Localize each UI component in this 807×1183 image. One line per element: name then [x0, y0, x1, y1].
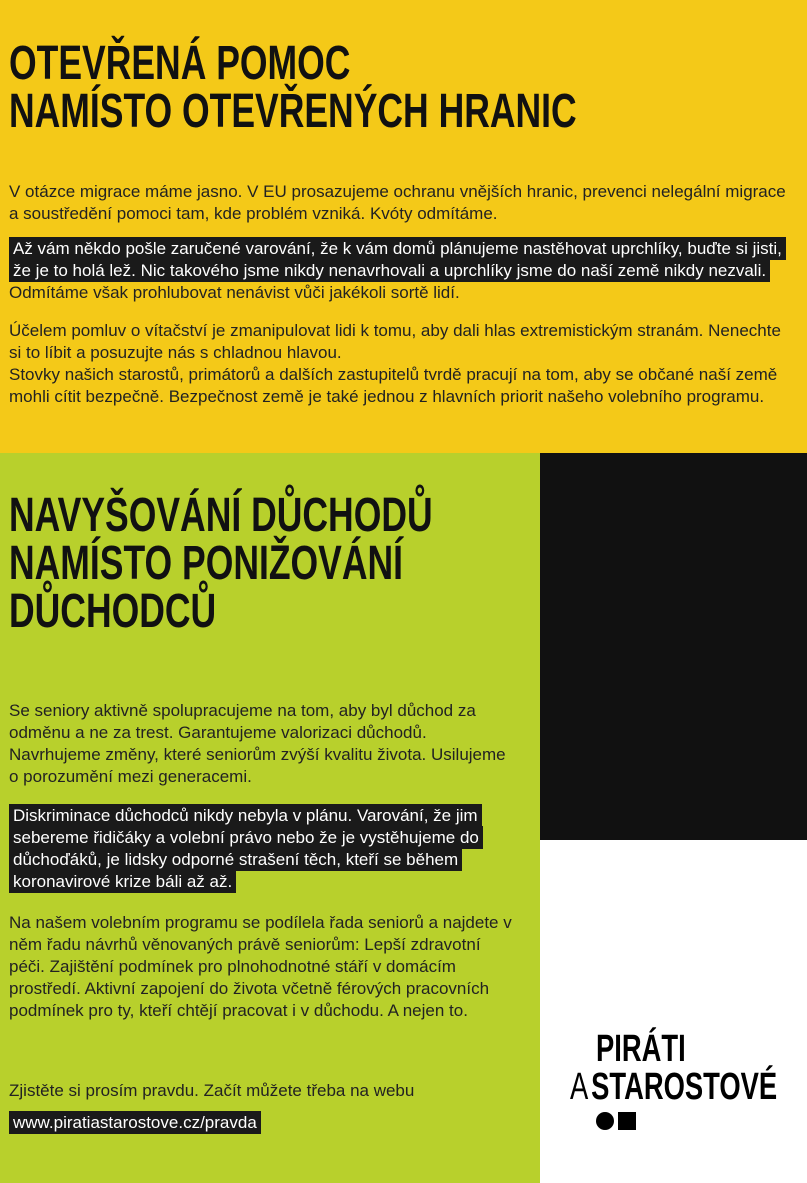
- migration-heading-line1: OTEVŘENÁ POMOC: [9, 37, 351, 90]
- pensions-paragraph-1: Se seniory aktivně spolupracujeme na tom, aby byl důchod za odměnu a ne za trest. Garantujeme valorizaci důchodů. Navrhujeme změny, které seniorům zvýší kvalitu života. Usilujeme o porozumění mezi generacemi.: [9, 701, 506, 786]
- migration-heading: [9, 37, 577, 138]
- migration-paragraph-2: [9, 238, 789, 304]
- logo-pirati: PIRÁTI: [596, 1028, 686, 1070]
- circle-icon: [596, 1112, 614, 1130]
- pensions-heading-line2: NAMÍSTO PONIŽOVÁNÍ: [9, 537, 404, 590]
- pensions-heading-line3: DŮCHODCŮ: [9, 585, 217, 638]
- migration-paragraph-1: V otázce migrace máme jasno. V EU prosazujeme ochranu vnějších hranic, prevenci nelegální migrace a soustředění pomoci tam, kde problém vzniká. Kvóty odmítáme.: [9, 182, 786, 223]
- pirati-starostove-logo: [570, 1030, 790, 1140]
- pravda-link[interactable]: [9, 1112, 261, 1134]
- pensions-paragraph-2: [9, 805, 519, 893]
- pensions-paragraph-3: Na našem volebním programu se podílela řada seniorů a najdete v něm řadu návrhů věnovaných právě seniorům: Lepší zdravotní péči. Zajištění podmínek pro plnohodnotné stáří v domácím prostředí. Aktivní zapojení do života včetně férových pracovních podmínek pro ty, kteří chtějí pracovat i v důchodu. A nejen to.: [9, 913, 512, 1020]
- dark-block: [540, 453, 807, 840]
- pensions-highlight: Diskriminace důchodců nikdy nebyla v plánu. Varování, že jim sebereme řidičáky a volební právo nebo že je vystěhujeme do důchoďáků, je lidsky odporné strašení těch, kteří se během koronavirové krize báli až až.: [9, 804, 483, 893]
- logo-a: A: [570, 1066, 589, 1108]
- pravda-link-text[interactable]: www.piratiastarostove.cz/pravda: [9, 1111, 261, 1134]
- migration-paragraph-2-rest: Odmítáme však prohlubovat nenávist vůči jakékoli sortě lidí.: [9, 283, 460, 302]
- pensions-paragraph-4: Zjistěte si prosím pravdu. Začít můžete třeba na webu: [9, 1081, 415, 1100]
- pensions-heading: [9, 489, 433, 638]
- migration-heading-line2: NAMÍSTO OTEVŘENÝCH HRANIC: [9, 85, 577, 138]
- logo-starostove-line: [570, 1068, 777, 1106]
- migration-paragraph-3: Účelem pomluv o vítačství je zmanipulovat lidi k tomu, aby dali hlas extremistickým stranám. Nenechte si to líbit a posuzujte nás s chladnou hlavou.: [9, 321, 781, 362]
- pensions-heading-line1: NAVYŠOVÁNÍ DŮCHODŮ: [9, 489, 433, 542]
- migration-paragraph-4: Stovky našich starostů, primátorů a dalších zastupitelů tvrdě pracují na tom, aby se občané naší země mohli cítit bezpečně. Bezpečnost země je také jednou z hlavních priorit našeho volebního programu.: [9, 365, 778, 406]
- migration-highlight: Až vám někdo pošle zaručené varování, že k vám domů plánujeme nastěhovat uprchlíky, buďte si jisti, že je to holá lež. Nic takového jsme nikdy nenavrhovali a uprchlíky jsme do naší země nikdy nezvali.: [9, 237, 786, 282]
- square-icon: [618, 1112, 636, 1130]
- logo-starostove: STAROSTOVÉ: [591, 1066, 778, 1108]
